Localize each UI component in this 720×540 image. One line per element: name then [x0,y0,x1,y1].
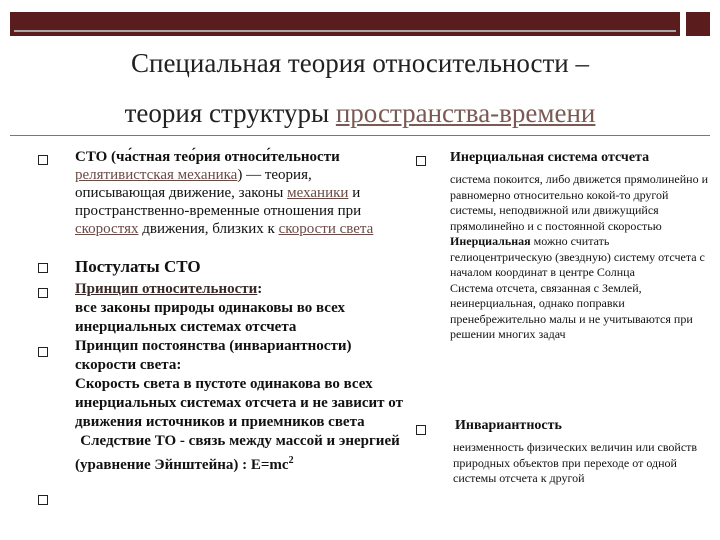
principle-light-speed-colon: : [176,357,182,373]
postulates-heading: Постулаты СТО [75,257,201,276]
divider [10,135,710,136]
equation-label: (уравнение Эйнштейна) : [75,457,251,473]
heliocentric-note [450,234,710,281]
earth-frame-note: Система отсчета, связанная с Землей, неинерциальная, однако поправки пренебрежительно малы и не учитываются при решении многих задач [450,280,693,341]
bullet-icon [38,263,48,273]
bullet-icon [416,425,426,435]
inertial-frame-text [450,172,710,343]
title-bar-stripe [14,30,676,32]
principle-relativity-text: все законы природы одинаковы во всех инерциальных системах отсчета [75,300,345,335]
title-bar-decoration [10,12,680,36]
title-line-2-prefix: теория структуры [124,98,336,128]
title-line-2 [20,88,700,138]
inertial-frame-heading: Инерциальная система отсчета [450,150,650,165]
sto-definition-text: ) — теория, описывающая движение, законы [75,167,312,201]
relativistic-mechanics-link[interactable]: релятивистская механика [75,167,238,183]
principle-light-speed-text: Скорость света в пустоте одинакова во всех инерциальных системах отсчета и не зависит от движения источников и приемников света [75,376,403,430]
principle-light-speed-title: Принцип постоянства (инвариантности) скорости света [75,338,352,373]
sto-definition-text: и пространственно-временные отношения при [75,185,362,219]
mechanics-link[interactable]: механики [287,185,349,201]
principle-relativity-link[interactable]: Принцип относительности [75,281,258,297]
principle-relativity-colon: : [257,281,263,297]
bullet-icon [416,156,426,166]
equation-superscript: 2 [288,455,294,466]
bullet-icon [38,155,48,165]
principle-relativity [75,280,405,299]
inertial-frame-definition: система покоится, либо движется прямолинейно и равномерно относительно кокой-то другой системы, неподвижной или движущийся прямолинейно и с постоянной скоростью [450,172,708,233]
invariance-heading: Инвариантность [455,418,562,433]
sto-definition-text: движения, близких к [138,221,279,237]
speeds-link[interactable]: скоростях [75,221,139,237]
sto-definition-text: СТО (ча́стная тео́рия относи́тельности [75,149,340,165]
einstein-equation [75,451,405,475]
equation-formula: E=mc [250,457,289,473]
title-line-1: Специальная теория относительности – [130,48,590,78]
corollary: Следствие ТО - связь между массой и энергией [80,433,400,449]
sto-definition [75,148,405,238]
bullet-icon [38,347,48,357]
speed-of-light-link[interactable]: скорости света [278,221,374,237]
corner-block [686,12,710,36]
invariance-definition: неизменность физических величин или свойств природных объектов при переходе от одной системы отсчета к другой [453,440,698,485]
bullet-icon [38,495,48,505]
slide-title [20,38,700,138]
heliocentric-note-bold: Инерциальная [450,234,531,248]
bullet-icon [38,288,48,298]
spacetime-link[interactable]: пространства-времени [335,98,596,128]
principle-light-speed [75,337,405,375]
heliocentric-note-text: можно считать гелиоцентрическую (звездную) систему отсчета с началом координат в центре Солнца [450,234,705,279]
postulates-list [75,280,405,475]
